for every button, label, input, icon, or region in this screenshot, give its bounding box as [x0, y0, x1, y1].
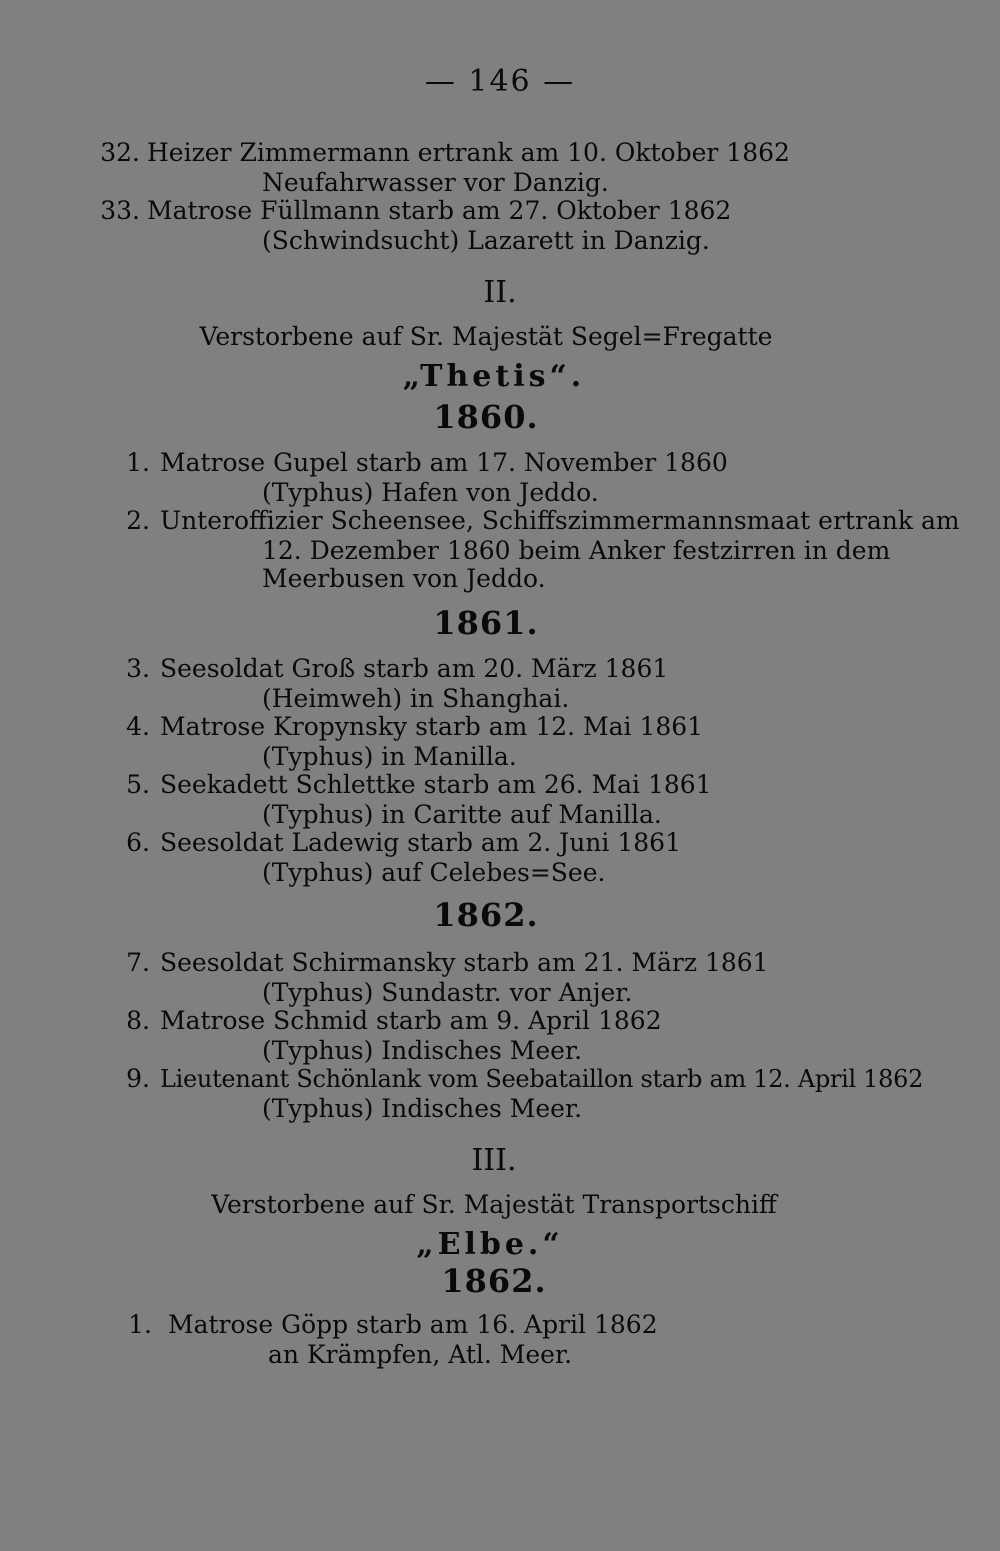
entry-line: (Typhus) in Manilla. — [262, 742, 517, 771]
entry-number: 8. — [126, 1006, 150, 1035]
entry-number: 9. — [126, 1064, 150, 1093]
section-roman-numeral: III. — [471, 1143, 517, 1178]
entry-line: Lieutenant Schönlank vom Seebataillon starb am 12. April 1862 — [160, 1065, 924, 1093]
entry-line: Neufahrwasser vor Danzig. — [262, 168, 609, 197]
entry-line: Heizer Zimmermann ertrank am 10. Oktober 1862 — [147, 138, 790, 167]
entry-line: an Krämpfen, Atl. Meer. — [268, 1340, 573, 1369]
entry-number: 4. — [126, 712, 150, 741]
entry-number: 3. — [126, 654, 150, 683]
year-heading: 1862. — [433, 896, 539, 934]
entry-line: (Typhus) auf Celebes=See. — [262, 858, 606, 887]
entry-line: Seesoldat Schirmansky starb am 21. März 1861 — [160, 948, 769, 977]
entry-line: Matrose Füllmann starb am 27. Oktober 1862 — [147, 196, 732, 225]
entry-line: (Heimweh) in Shanghai. — [262, 684, 570, 713]
section-heading: Verstorbene auf Sr. Majestät Segel=Fregatte — [199, 322, 773, 351]
entry-line: (Typhus) Indisches Meer. — [262, 1036, 583, 1065]
entry-line: (Typhus) Indisches Meer. — [262, 1094, 583, 1123]
entry-number: 1. — [128, 1310, 152, 1339]
entry-number: 32. — [100, 138, 140, 167]
entry-line: Matrose Kropynsky starb am 12. Mai 1861 — [160, 712, 704, 741]
entry-line: 12. Dezember 1860 beim Anker festzirren in dem — [262, 536, 891, 565]
ship-name: „Thetis“. — [402, 359, 586, 394]
entry-line: Matrose Gupel starb am 17. November 1860 — [160, 448, 728, 477]
section-roman-numeral: II. — [483, 275, 517, 310]
entry-number: 2. — [126, 506, 150, 535]
entry-line: Seesoldat Groß starb am 20. März 1861 — [160, 654, 669, 683]
year-heading: 1860. — [433, 398, 539, 436]
page-number: — 146 — — [424, 64, 576, 99]
year-heading: 1862. — [441, 1262, 547, 1300]
entry-number: 6. — [126, 828, 150, 857]
entry-line: Seesoldat Ladewig starb am 2. Juni 1861 — [160, 828, 681, 857]
entry-line: (Typhus) in Caritte auf Manilla. — [262, 800, 662, 829]
entry-line: Seekadett Schlettke starb am 26. Mai 1861 — [160, 770, 712, 799]
year-heading: 1861. — [433, 604, 539, 642]
entry-line: Unteroffizier Scheensee, Schiffszimmermannsmaat ertrank am — [160, 506, 960, 535]
entry-line: Meerbusen von Jeddo. — [262, 564, 546, 593]
entry-number: 1. — [126, 448, 150, 477]
entry-line: (Typhus) Hafen von Jeddo. — [262, 478, 599, 507]
entry-number: 33. — [100, 196, 140, 225]
entry-line: Matrose Schmid starb am 9. April 1862 — [160, 1006, 662, 1035]
entry-line: (Schwindsucht) Lazarett in Danzig. — [262, 226, 710, 255]
entry-line: (Typhus) Sundastr. vor Anjer. — [262, 978, 633, 1007]
section-heading: Verstorbene auf Sr. Majestät Transportschiff — [211, 1190, 777, 1219]
entry-line: Matrose Göpp starb am 16. April 1862 — [168, 1310, 658, 1339]
entry-number: 5. — [126, 770, 150, 799]
entry-number: 7. — [126, 948, 150, 977]
ship-name: „Elbe.“ — [416, 1227, 564, 1262]
